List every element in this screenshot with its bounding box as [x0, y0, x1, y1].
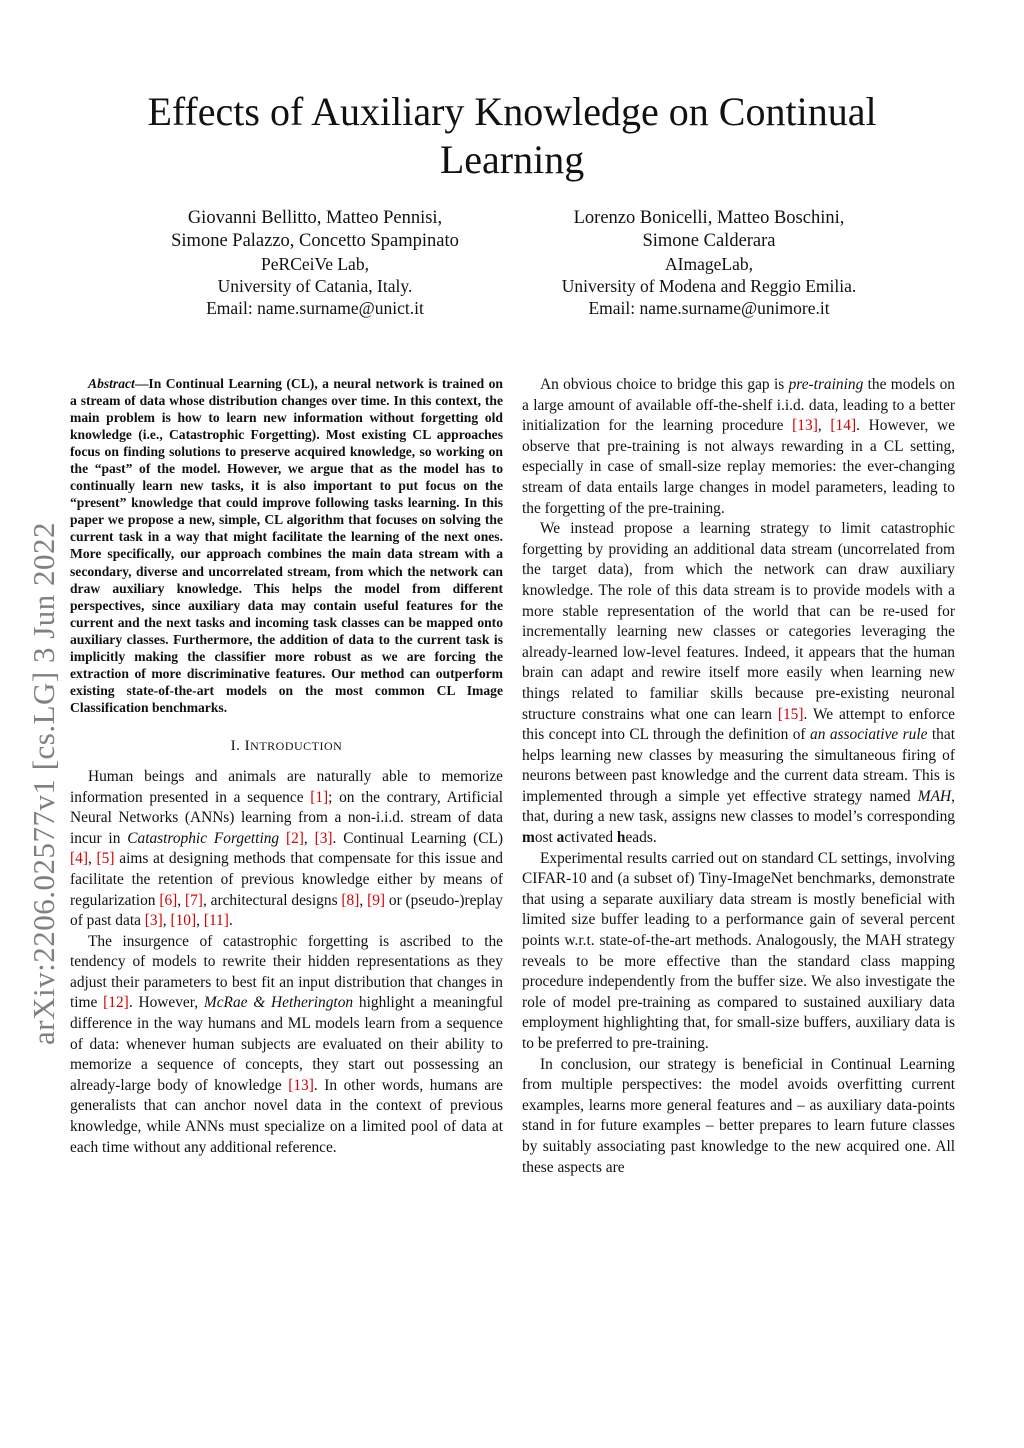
intro-paragraph-2: The insurgence of catastrophic forgetting is ascribed to the tendency of models to rewrite their hidden representations as they adjust their parameters to best fit an input distribution that changes in time [12]. However, McRae & Hetherington highlight a meaningful difference in the way humans and ML models learn from a sequence of data: whenever human subjects are evaluated on their ability to memorize a sequence of concepts, they start out possessing an already-large body of knowledge [13]. In other words, humans are generalists that can anchor novel data in the context of previous knowledge, while ANNs must specialize on a limited pool of data at each time without any additional reference. — [70, 932, 503, 1156]
section-heading-introduction — [70, 738, 503, 755]
author-email: Email: name.surname@unimore.it — [588, 298, 830, 318]
citation-link[interactable]: [11] — [203, 912, 229, 930]
right-paragraph-1: An obvious choice to bridge this gap is pre-training the models on a large amount of available off-the-shelf i.i.d. data, leading to a better initialization for the learning procedure [13], [14]. However, we observe that pre-training is not always rewarding in a CL setting, especially in case of small-size replay memories: the ever-changing stream of data entails large changes in model parameters, leading to the forgetting of the pre-training. — [522, 376, 955, 517]
arxiv-identifier: arXiv:2206.02577v1 [cs.LG] 3 Jun 2022 — [26, 521, 61, 1045]
citation-link[interactable]: [8] — [341, 891, 360, 909]
citation-link[interactable]: [4] — [70, 850, 88, 868]
section-first-letter: I — [244, 737, 251, 754]
right-paragraph-3: Experimental results carried out on standard CL settings, involving CIFAR-10 and (a subset of) Tiny-ImageNet benchmarks, demonstrate that using a separate auxiliary data stream is mostly beneficial with limited size buffer leading to a performance gain of several percent points w.r.t. state-of-the-art methods. Analogously, the MAH strategy reveals to be more effective than the standard class mapping procedure independently from the buffer size. We also investigate the role of model pre-training as compared to sustained auxiliary data employment highlighting that, for small-size buffers, auxiliary data is to be preferred to pre-training. — [522, 849, 955, 1052]
left-column — [70, 375, 503, 1158]
section-numeral: I. — [230, 737, 245, 754]
author-block-modena — [494, 207, 924, 319]
author-names-line2: Simone Palazzo, Concetto Spampinato — [171, 231, 459, 251]
citation-link[interactable]: [12] — [103, 994, 129, 1012]
author-lab: AImageLab, — [665, 254, 753, 274]
author-university: University of Modena and Reggio Emilia. — [561, 276, 857, 296]
author-names-line1: Lorenzo Bonicelli, Matteo Boschini, — [573, 208, 845, 228]
citation-link[interactable]: [3] — [144, 912, 163, 930]
abstract — [70, 375, 503, 716]
author-lab: PeRCeiVe Lab, — [261, 254, 369, 274]
citation-link[interactable]: [7] — [184, 891, 203, 909]
abstract-dash: — — [134, 376, 149, 391]
right-column — [522, 375, 955, 1178]
intro-paragraph-1: Human beings and animals are naturally able to memorize information presented in a sequence [1]; on the contrary, Artificial Neural Networks (ANNs) learning from a non-i.i.d. stream of data incur in Catastrophic Forgetting [2], [3]. Continual Learning (CL) [4], [5] aims at designing methods that compensate for this issue and facilitate the retention of previous knowledge either by means of regularization [6], [7], architectural designs [8], [9] or (pseudo-)replay of past data [3], [10], [11]. — [70, 767, 503, 930]
right-paragraph-2: We instead propose a learning strategy to limit catastrophic forgetting by providing an additional data stream (uncorrelated from the target data), from which the network can draw auxiliary knowledge. The role of this data stream is to provide models with a more stable representation of the world that can be re-used for incrementally learning new classes or categories leveraging the already-learned low-level features. Indeed, it appears that the human brain can adapt and rewire itself more easily when learning new things related to familiar skills because pre-existing neuronal structure constrains what one can learn [15]. We attempt to enforce this concept into CL through the definition of an associative rule that helps learning new classes by measuring the simultaneous firing of neurons between past knowledge and the current data stream. This is implemented through a simple yet effective strategy named MAH, that, during a new task, assigns new classes to model’s corresponding most activated heads. — [522, 520, 955, 847]
citation-link[interactable]: [2] — [285, 829, 304, 847]
author-names-line2: Simone Calderara — [642, 231, 776, 251]
abstract-text: In Continual Learning (CL), a neural network is trained on a stream of data whose distribution changes over time. In this context, the main problem is how to learn new information without forgetting old knowledge (i.e., Catastrophic Forgetting). Most existing CL approaches focus on finding solutions to preserve acquired knowledge, so working on the “past” of the model. However, we argue that as the model has to continually learn new tasks, it is also important to put focus on the “present” knowledge that could improve following tasks learning. In this paper we propose a new, simple, CL algorithm that focuses on solving the current task in a way that might facilitate the learning of the next ones. More specifically, our approach combines the main data stream with a secondary, diverse and uncorrelated stream, from which the network can draw auxiliary knowledge. This helps the model from different perspectives, since auxiliary data may contain useful features for the current and the next tasks and incoming task classes can be mapped onto auxiliary classes. Furthermore, the addition of data to the current task is implicitly making the classifier more robust as we are forcing the extraction of more discriminative features. Our method can outperform existing state-of-the-art models on the most common CL Image Classification benchmarks. — [70, 376, 503, 715]
citation-link[interactable]: [1] — [310, 788, 329, 806]
author-names-line1: Giovanni Bellitto, Matteo Pennisi, — [187, 208, 443, 228]
citation-link[interactable]: [5] — [96, 850, 115, 868]
author-university: University of Catania, Italy. — [217, 276, 413, 296]
citation-link[interactable]: [9] — [367, 891, 386, 909]
paper-title: Effects of Auxiliary Knowledge on Continual Learning — [147, 89, 877, 182]
section-title-rest: NTRODUCTION — [250, 738, 343, 753]
citation-link[interactable]: [6] — [159, 891, 178, 909]
citation-link[interactable]: [13] — [792, 417, 818, 435]
citation-link[interactable]: [15] — [777, 705, 804, 723]
abstract-label: Abstract — [88, 376, 135, 391]
author-block-catania — [100, 207, 530, 319]
citation-link[interactable]: [3] — [314, 829, 333, 847]
right-paragraph-4: In conclusion, our strategy is beneficial in Continual Learning from multiple perspectives: the model avoids overfitting current examples, learns more general features and – as auxiliary data-points stand in for future examples – better prepares to learn future classes by suitably associating past knowledge to the new acquired one. All these aspects are — [522, 1055, 955, 1176]
citation-link[interactable]: [13] — [288, 1076, 314, 1094]
citation-link[interactable]: [10] — [170, 912, 197, 930]
citation-link[interactable]: [14] — [830, 417, 857, 435]
author-email: Email: name.surname@unict.it — [206, 298, 424, 318]
